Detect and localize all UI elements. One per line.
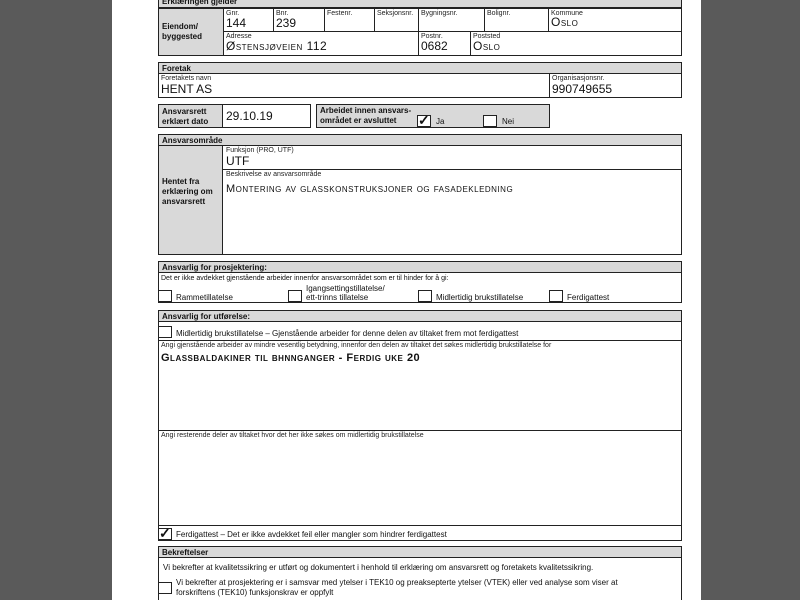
divider [158,525,682,526]
poststed-value: Oslo [473,39,501,53]
section-header-prosjektering: Ansvarlig for prosjektering: [158,261,682,273]
divider [158,340,682,341]
ansvarsrett-dato-label: Ansvarsrett erklært dato [162,107,209,126]
ansvarsrett-dato-value: 29.10.19 [226,109,273,123]
divider [273,8,274,31]
ferdigattest-pro-label: Ferdigattest [567,293,610,302]
poststed-label: Poststed [473,33,501,40]
prosjektering-note: Det er ikke avdekket gjenstående arbeider innenfor ansvarsområdet som er til hinder for å gi: [161,275,449,282]
ferdigattest-pro-checkbox[interactable] [549,290,563,302]
section-header-erklaering: Erklæringen gjelder [158,0,682,8]
kommune-value: Oslo [551,15,579,29]
nei-label: Nei [502,117,515,126]
bnr-label: Bnr. [276,10,289,17]
ferdigattest-utf-label: Ferdigattest – Det er ikke avdekket feil eller mangler som hindrer ferdigattest [176,530,447,539]
bekreftelse-checkbox[interactable] [158,582,172,594]
kommune-label: Kommune [551,10,583,17]
divider [484,8,485,31]
section-header-foretak: Foretak [158,62,682,74]
ja-label: Ja [436,117,445,126]
rammetillatelse-checkbox[interactable] [158,290,172,302]
funksjon-value: UTF [226,154,250,168]
nei-checkbox[interactable] [483,115,497,127]
bygningsnr-label: Bygningsnr. [421,10,458,17]
divider [222,145,223,255]
bnr-value: 239 [276,16,297,30]
foretak-navn-label: Foretakets navn [161,75,212,82]
postnr-value: 0682 [421,39,448,53]
divider [470,31,471,56]
bolignr-label: Bolignr. [487,10,511,17]
divider [222,169,682,170]
igangsetting-label-1: Igangsettingstillatelse/ [306,284,385,293]
adresse-label: Adresse [226,33,252,40]
eiendom-label: Eiendom/ byggested [162,22,203,41]
divider [223,8,224,56]
igangsetting-checkbox[interactable] [288,290,302,302]
igangsetting-label-2: ett-trinns tillatelse [306,293,369,302]
midlertidig-pro-checkbox[interactable] [418,290,432,302]
divider [223,31,682,32]
section-header-bekreftelser: Bekreftelser [158,546,682,558]
divider [374,8,375,31]
check-icon: ✓ [159,525,171,541]
midlertidig-utf-label: Midlertidig brukstillatelse – Gjenstående arbeider for denne delen av tiltaket frem mot ferdigattest [176,329,519,338]
beskrivelse-value: Montering av glasskonstruksjoner og fasadekledning [226,183,514,195]
section-header-utforelse: Ansvarlig for utførelse: [158,310,682,322]
angi-gjenstaaende-value: Glassbaldakiner til bhnnganger - Ferdig uke 20 [161,352,421,364]
orgnr-label: Organisasjonsnr. [552,75,605,82]
gnr-value: 144 [226,16,247,30]
seksjonsnr-label: Seksjonsnr. [377,10,414,17]
divider [158,430,682,431]
angi-gjenstaaende-label: Angi gjenstående arbeider av mindre vesentlig betydning, innenfor den delen av tiltaket det søkes midlertidig brukstillatelse for [161,342,552,349]
foretak-navn-value: HENT AS [161,82,213,96]
divider [418,8,419,56]
midlertidig-utf-checkbox[interactable] [158,326,172,338]
postnr-label: Postnr. [421,33,443,40]
midlertidig-pro-label: Midlertidig brukstillatelse [436,293,524,302]
orgnr-value: 990749655 [552,82,613,96]
divider [549,73,550,98]
form-page [112,0,701,600]
hentet-fra-label: Hentet fra erklæring om ansvarsrett [162,177,213,206]
funksjon-label: Funksjon (PRO, UTF) [226,147,294,154]
bekreftelse-text-1: Vi bekrefter at kvalitetssikring er utført og dokumentert i henhold til erklæring om ansvarsrett og foretakets kvalitetssikring. [163,563,594,572]
section-header-ansvarsomraade: Ansvarsområde [158,134,682,146]
gnr-label: Gnr. [226,10,240,17]
beskrivelse-label: Beskrivelse av ansvarsområde [226,171,322,178]
adresse-value: Østensjøveien 112 [226,39,328,53]
divider [324,8,325,31]
rammetillatelse-label: Rammetillatelse [176,293,233,302]
avsluttet-label: Arbeidet innen ansvars-området er avsluttet [320,106,412,125]
angi-resterende-label: Angi resterende deler av tiltaket hvor det her ikke søkes om midlertidig brukstillatelse [161,432,424,439]
divider [222,104,223,128]
check-icon: ✓ [418,112,430,128]
bekreftelse-text-2b: forskriftens (TEK10) funksjonskrav er oppfylt [176,588,334,597]
festenr-label: Festenr. [327,10,353,17]
divider [548,8,549,31]
bekreftelse-text-2a: Vi bekrefter at prosjektering er i samsvar med ytelser i TEK10 og preaksepterte ytelser (VTEK) eller ved analyse som viser at [176,578,618,587]
